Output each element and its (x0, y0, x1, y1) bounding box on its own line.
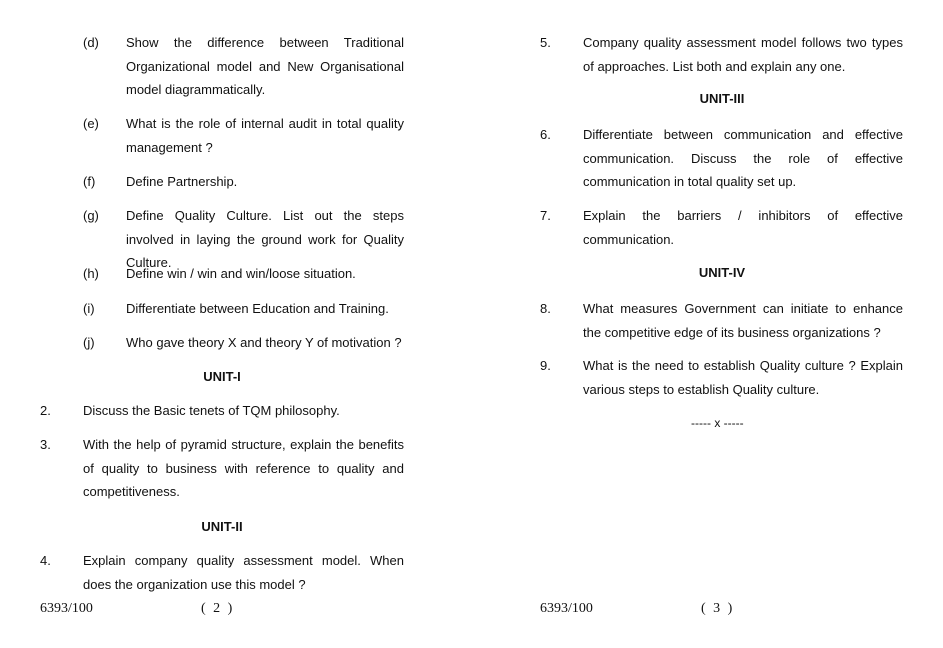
question-text: Define Quality Culture. List out the steps involved in laying the ground work for Quality Culture. (126, 208, 404, 270)
paper-code: 6393/100 (540, 601, 593, 616)
question-label: (j) (83, 335, 95, 350)
question-text: Who gave theory X and theory Y of motivation ? (126, 335, 402, 350)
question-label: (f) (83, 174, 96, 189)
question-number: 3. (40, 437, 51, 452)
question-number: 2. (40, 403, 51, 418)
question-text: What measures Government can initiate to enhance the competitive edge of its business organizations ? (583, 301, 903, 340)
question-number: 8. (540, 301, 551, 316)
question-text: Discuss the Basic tenets of TQM philosophy. (83, 403, 340, 418)
question-number: 4. (40, 553, 51, 568)
question-label: (h) (83, 266, 99, 281)
question-label: (d) (83, 35, 99, 50)
unit-heading: UNIT-I (203, 369, 241, 384)
question-label: (i) (83, 301, 95, 316)
unit-heading: UNIT-II (201, 519, 243, 534)
left-page (0, 0, 471, 648)
question-text: Differentiate between Education and Training. (126, 301, 389, 316)
question-text: Define Partnership. (126, 174, 238, 189)
unit-heading: UNIT-IV (698, 265, 746, 280)
question-number: 7. (540, 208, 551, 223)
question-text: Company quality assessment model follows two types of approaches. List both and explain any one. (583, 35, 903, 74)
question-text: What is the role of internal audit in total quality management ? (126, 116, 404, 155)
right-page (471, 0, 943, 648)
page-number: ( 3 ) (701, 601, 735, 616)
question-text: Explain company quality assessment model. When does the organization use this model ? (83, 553, 404, 592)
question-text: Show the difference between Traditional Organizational model and New Organisational model diagrammatically. (126, 35, 404, 97)
paper-code: 6393/100 (40, 601, 93, 616)
question-text: Define win / win and win/loose situation. (126, 266, 356, 281)
question-number: 9. (540, 358, 551, 373)
question-number: 6. (540, 127, 551, 142)
question-label: (g) (83, 208, 99, 223)
question-text: What is the need to establish Quality culture ? Explain various steps to establish Quality culture. (583, 358, 903, 397)
end-mark: ----- x ----- (691, 416, 744, 430)
question-number: 5. (540, 35, 551, 50)
question-text: Explain the barriers / inhibitors of effective communication. (583, 208, 903, 247)
question-label: (e) (83, 116, 99, 131)
unit-heading: UNIT-III (699, 91, 745, 106)
question-text: With the help of pyramid structure, explain the benefits of quality to business with reference to quality and competitiveness. (83, 437, 404, 499)
question-text: Differentiate between communication and effective communication. Discuss the role of effective communication in total quality set up. (583, 127, 903, 189)
page-number: ( 2 ) (201, 601, 235, 616)
